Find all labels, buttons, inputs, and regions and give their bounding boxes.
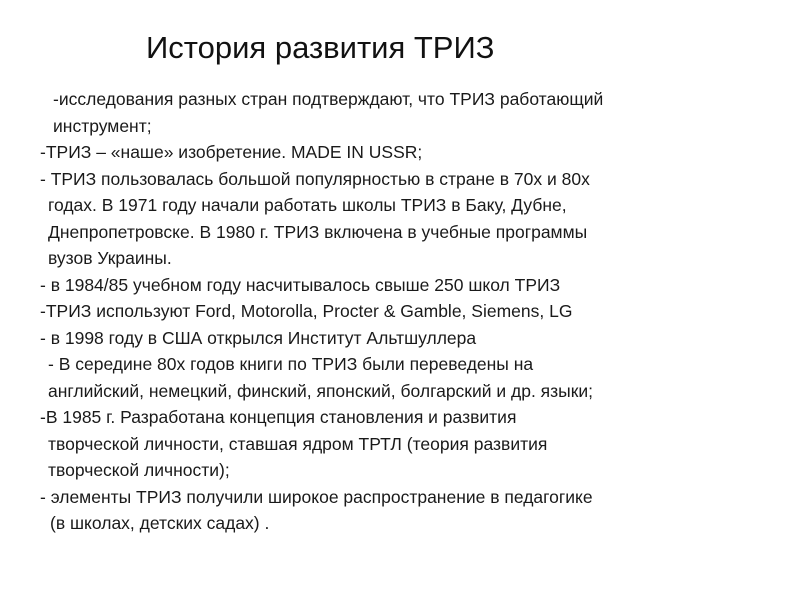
text-line: -ТРИЗ используют Ford, Motorolla, Procter & Gamble, Siemens, LG xyxy=(40,301,573,321)
text-line: творческой личности); xyxy=(48,460,230,480)
text-line: английский, немецкий, финский, японский, болгарский и др. языки; xyxy=(48,380,594,401)
paragraph-pedagogy xyxy=(40,484,800,537)
paragraph-research xyxy=(53,86,800,139)
text-line: творческой личности, ставшая ядром ТРТЛ (теория развития xyxy=(48,433,548,454)
text-line: -исследования разных стран подтверждают, что ТРИЗ работающий xyxy=(53,89,604,109)
text-line: -В 1985 г. Разработана концепция становления и развития xyxy=(40,407,517,427)
paragraph-translations xyxy=(48,351,800,404)
text-line: - в 1984/85 учебном году насчитывалось свыше 250 школ ТРИЗ xyxy=(40,274,561,295)
paragraph-companies xyxy=(40,298,800,325)
text-line: Днепропетровске. В 1980 г. ТРИЗ включена в учебные программы xyxy=(48,221,588,242)
paragraph-concept xyxy=(40,404,800,484)
text-line: - элементы ТРИЗ получили широкое распространение в педагогике xyxy=(40,486,593,507)
slide-title: История развития ТРИЗ xyxy=(146,30,495,65)
paragraph-institute xyxy=(40,325,800,352)
text-line: вузов Украины. xyxy=(48,248,172,268)
text-line: инструмент; xyxy=(53,115,152,136)
text-line: - в 1998 году в США открылся Институт Альтшуллера xyxy=(40,327,477,348)
paragraph-schools-count xyxy=(40,272,800,299)
paragraph-popularity xyxy=(40,166,800,272)
text-line: - В середине 80х годов книги по ТРИЗ были переведены на xyxy=(48,354,534,374)
text-line: - ТРИЗ пользовалась большой популярностью в стране в 70х и 80х xyxy=(40,168,590,189)
text-line: -ТРИЗ – «наше» изобретение. MADE IN USSR; xyxy=(40,142,423,162)
slide-body xyxy=(0,86,800,537)
text-line: годах. В 1971 году начали работать школы ТРИЗ в Баку, Дубне, xyxy=(48,195,567,215)
paragraph-made-in-ussr xyxy=(40,139,800,166)
text-line: (в школах, детских садах) . xyxy=(50,513,270,533)
